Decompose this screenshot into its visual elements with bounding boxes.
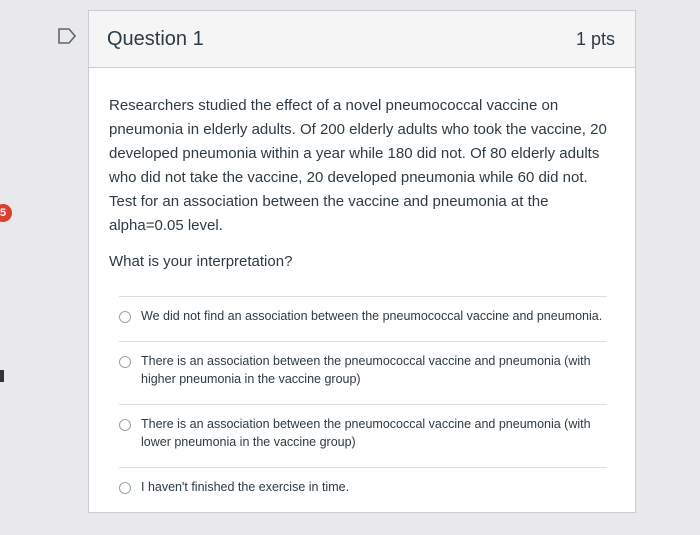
flag-question-icon[interactable]: [58, 28, 76, 44]
question-card: [88, 10, 636, 513]
answer-option[interactable]: [119, 296, 607, 341]
question-points: 1 pts: [575, 28, 615, 49]
answer-option[interactable]: [119, 404, 607, 467]
answer-option[interactable]: [119, 341, 607, 404]
answer-label[interactable]: We did not find an association between the pneumococcal vaccine and pneumonia.: [141, 309, 603, 323]
answer-label[interactable]: There is an association between the pneumococcal vaccine and pneumonia (with lower pneumonia in the vaccine group): [141, 417, 591, 449]
radio-button[interactable]: [119, 482, 131, 494]
radio-button[interactable]: [119, 356, 131, 368]
notification-badge: 5: [0, 204, 12, 222]
radio-button[interactable]: [119, 311, 131, 323]
question-header: [89, 11, 635, 68]
sidebar-edge-marker: [0, 370, 4, 382]
answer-option[interactable]: [119, 467, 607, 512]
question-title: Question 1: [107, 27, 204, 50]
question-prompt: What is your interpretation?: [109, 253, 293, 270]
answer-list: [119, 296, 607, 512]
answer-label[interactable]: There is an association between the pneumococcal vaccine and pneumonia (with higher pneumonia in the vaccine group): [141, 354, 591, 386]
question-body: [89, 68, 635, 512]
question-text: Researchers studied the effect of a novel pneumococcal vaccine on pneumonia in elderly adults. Of 200 elderly adults who took the vaccine, 20 developed pneumonia within a year while 180 did not. Of 80 elderly adults who did not take the vaccine, 20 developed pneumonia while 60 did not. Test for an association between the vaccine and pneumonia at the alpha=0.05 level.: [109, 97, 607, 234]
radio-button[interactable]: [119, 419, 131, 431]
answer-label[interactable]: I haven't finished the exercise in time.: [141, 480, 350, 494]
